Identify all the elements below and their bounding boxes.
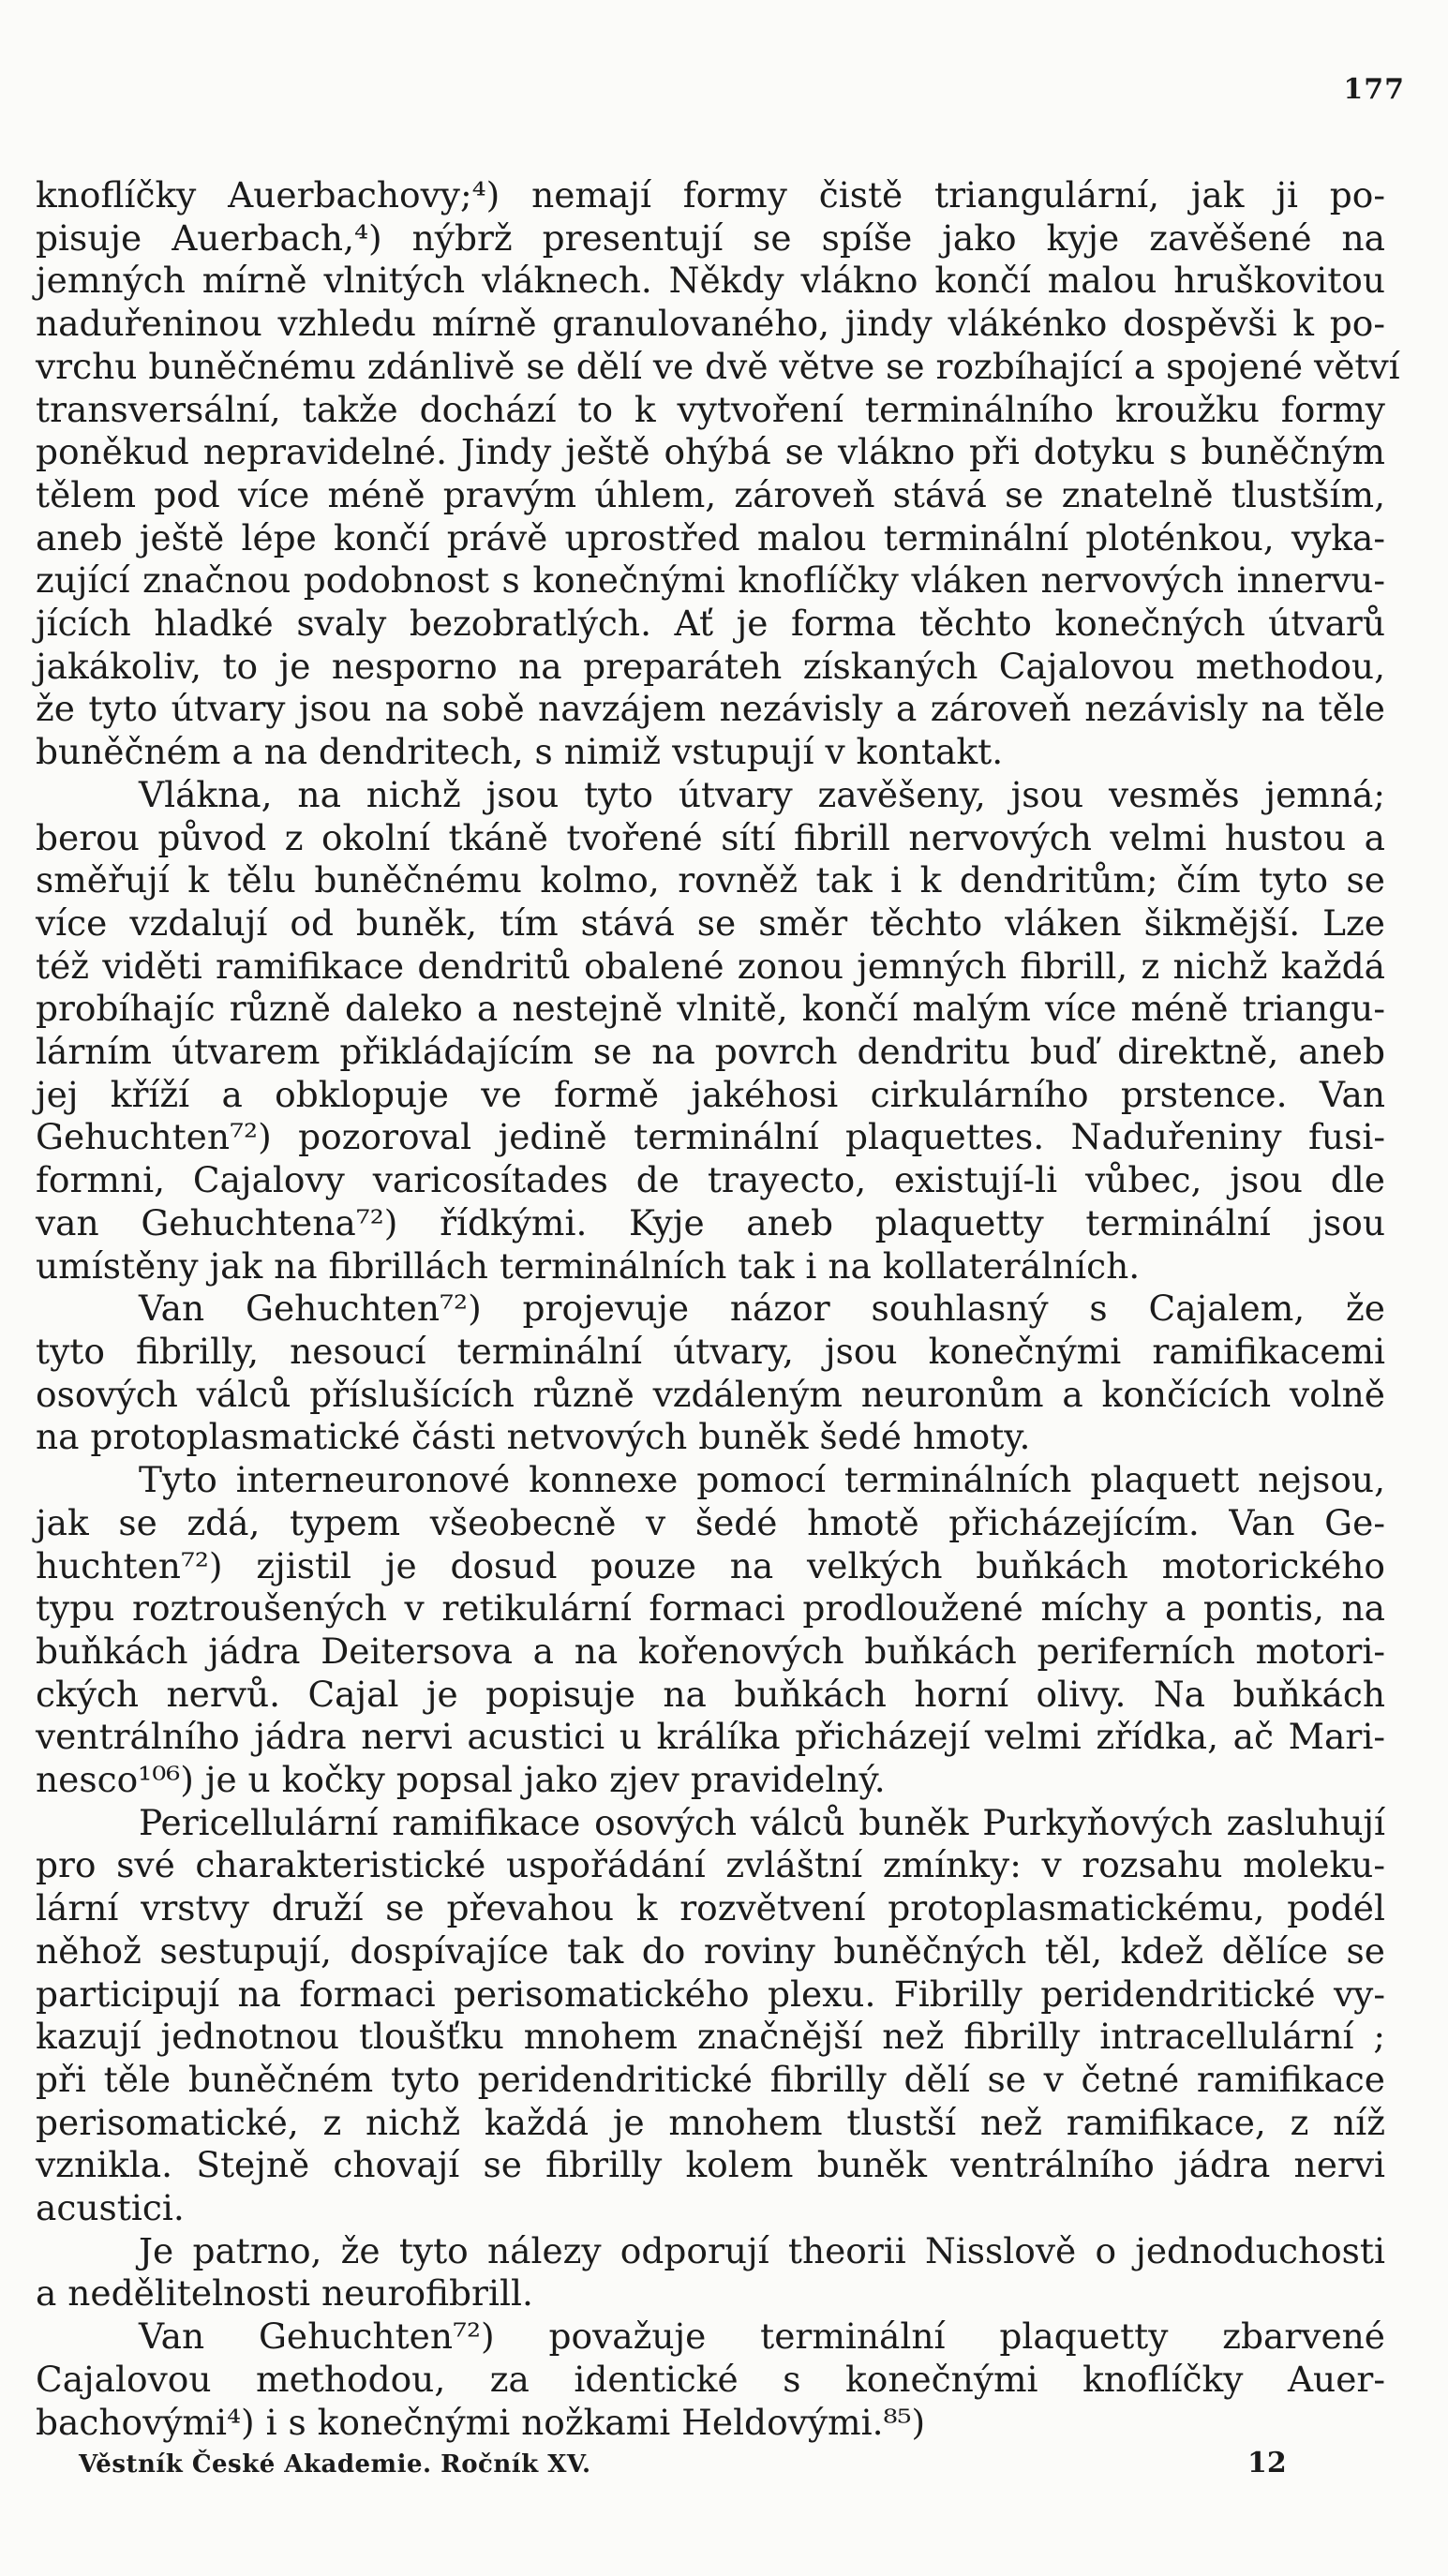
text-line: acustici. xyxy=(36,2187,185,2229)
text-line: též viděti ramifikace dendritů obalené zonou jemných fibrill, z nichž každá xyxy=(36,945,1385,987)
text-line: pisuje Auerbach,⁴) nýbrž presentují se spíše jako kyje zavěšené na xyxy=(36,216,1385,259)
text-line: něhož sestupují, dospívajíce tak do roviny buněčných těl, kdež dělíce se xyxy=(36,1929,1385,1972)
text-line: bachovými⁴) i s konečnými nožkami Heldovými.⁸⁵) xyxy=(36,2401,926,2443)
text-line: osových válců příslušících různě vzdáleným neuronům a končících volně xyxy=(36,1373,1385,1415)
text-line: participují na formaci perisomatického plexu. Fibrilly peridendritické vy- xyxy=(36,1973,1385,2015)
text-line: perisomatické, z nichž každá je mnohem tlustší než ramifikace, z níž xyxy=(36,2101,1385,2143)
text-line: Gehuchten⁷²) pozoroval jedině terminální plaquettes. Naduřeniny fusi- xyxy=(36,1116,1385,1158)
text-line: knoflíčky Auerbachovy;⁴) nemají formy čistě triangulární, jak ji po- xyxy=(36,174,1385,216)
text-line: ckých nervů. Cajal je popisuje na buňkách horní olivy. Na buňkách xyxy=(36,1673,1385,1715)
text-line: pro své charakteristické uspořádání zvláštní zmínky: v rozsahu moleku- xyxy=(36,1844,1385,1886)
text-line: jak se zdá, typem všeobecně v šedé hmotě přicházejícím. Van Ge- xyxy=(36,1501,1385,1543)
text-line: lární vrstvy druží se převahou k rozvětvení protoplasmatickému, podél xyxy=(36,1887,1385,1929)
text-line: více vzdalují od buněk, tím stává se směr těchto vláken šikmější. Lze xyxy=(36,901,1385,944)
text-line: buňkách jádra Deitersova a na kořenových buňkách periferních motori- xyxy=(36,1630,1385,1672)
text-line: poněkud nepravidelné. Jindy ještě ohýbá se vlákno při dotyku s buněčným xyxy=(36,431,1385,473)
text-line: berou původ z okolní tkáně tvořené sítí fibrill nervových velmi hustou a xyxy=(36,816,1385,858)
text-line: aneb ještě lépe končí právě uprostřed malou terminální ploténkou, vyka- xyxy=(36,516,1385,558)
text-line: Je patrno, že tyto nálezy odporují theorii Nisslově o jednoduchosti xyxy=(139,2229,1385,2271)
text-line: jakákoliv, to je nesporno na preparáteh získaných Cajalovou methodou, xyxy=(36,645,1385,687)
text-line: na protoplasmatické části netvových buněk šedé hmoty. xyxy=(36,1416,1031,1458)
text-line: směřují k tělu buněčnému kolmo, rovněž tak i k dendritům; čím tyto se xyxy=(36,859,1385,901)
text-line: formni, Cajalovy varicosítades de trayecto, existují-li vůbec, jsou dle xyxy=(36,1159,1385,1201)
text-line: buněčném a na dendritech, s nimiž vstupují v kontakt. xyxy=(36,731,1004,773)
text-line: a nedělitelnosti neurofibrill. xyxy=(36,2272,533,2315)
text-line: van Gehuchtena⁷²) řídkými. Kyje aneb plaquetty terminální jsou xyxy=(36,1201,1385,1243)
text-line: naduřeninou vzhledu mírně granulovaného, jindy vlákénko dospěvši k po- xyxy=(36,303,1385,345)
text-line: transversální, takže dochází to k vytvoření terminálního kroužku formy xyxy=(36,388,1385,430)
text-line: probíhajíc různě daleko a nestejně vlnitě, končí malým více méně triangu- xyxy=(36,988,1385,1030)
page-number: 177 xyxy=(1343,73,1405,106)
text-line: že tyto útvary jsou na sobě navzájem nezávisly a zároveň nezávisly na těle xyxy=(36,688,1385,730)
text-line: huchten⁷²) zjistil je dosud pouze na velkých buňkách motorického xyxy=(36,1544,1385,1586)
text-line: Pericellulární ramifikace osových válců buněk Purkyňových zasluhují xyxy=(139,1801,1385,1843)
text-line: Van Gehuchten⁷²) považuje terminální plaquetty zbarvené xyxy=(139,2315,1385,2358)
text-line: ventrálního jádra nervi acustici u králíka přicházejí velmi zřídka, ač Mari- xyxy=(36,1716,1385,1758)
body-text xyxy=(36,174,1400,2444)
text-line: tělem pod více méně pravým úhlem, zároveň stává se znatelně tlustším, xyxy=(36,473,1385,515)
text-line: umístěny jak na fibrillách terminálních tak i na kollaterálních. xyxy=(36,1244,1141,1287)
footer-journal-title: Věstník České Akademie. Ročník XV. xyxy=(79,2450,591,2479)
text-line: jej kříží a obklopuje ve formě jakéhosi cirkulárního prstence. Van xyxy=(36,1073,1385,1115)
footer-sheet-number: 12 xyxy=(1247,2447,1287,2479)
text-line: při těle buněčném tyto peridendritické fibrilly dělí se v četné ramifikace xyxy=(36,2058,1385,2100)
text-line: kazují jednotnou tloušťku mnohem značnější než fibrilly intracellulární ; xyxy=(36,2016,1385,2058)
text-line: lárním útvarem přikládajícím se na povrch dendritu buď direktně, aneb xyxy=(36,1031,1385,1073)
text-line: vrchu buněčnému zdánlivě se dělí ve dvě větve se rozbíhající a spojené větví xyxy=(36,345,1400,387)
text-line: tyto fibrilly, nesoucí terminální útvary, jsou konečnými ramifikacemi xyxy=(36,1330,1385,1372)
text-line: zující značnou podobnost s konečnými knoflíčky vláken nervových innervu- xyxy=(36,559,1385,602)
text-line: Tyto interneuronové konnexe pomocí terminálních plaquett nejsou, xyxy=(139,1459,1385,1501)
text-line: typu roztroušených v retikulární formaci prodloužené míchy a pontis, na xyxy=(36,1587,1385,1630)
text-line: vznikla. Stejně chovají se fibrilly kolem buněk ventrálního jádra nervi xyxy=(36,2144,1385,2186)
text-line: Vlákna, na nichž jsou tyto útvary zavěšeny, jsou vesměs jemná; xyxy=(139,773,1385,815)
text-line: Cajalovou methodou, za identické s konečnými knoflíčky Auer- xyxy=(36,2358,1385,2400)
text-line: Van Gehuchten⁷²) projevuje názor souhlasný s Cajalem, že xyxy=(139,1288,1385,1330)
text-line: jemných mírně vlnitých vláknech. Někdy vlákno končí malou hruškovitou xyxy=(36,260,1385,302)
text-line: jících hladké svaly bezobratlých. Ať je forma těchto konečných útvarů xyxy=(36,603,1385,645)
text-line: nesco¹⁰⁶) je u kočky popsal jako zjev pravidelný. xyxy=(36,1759,886,1801)
